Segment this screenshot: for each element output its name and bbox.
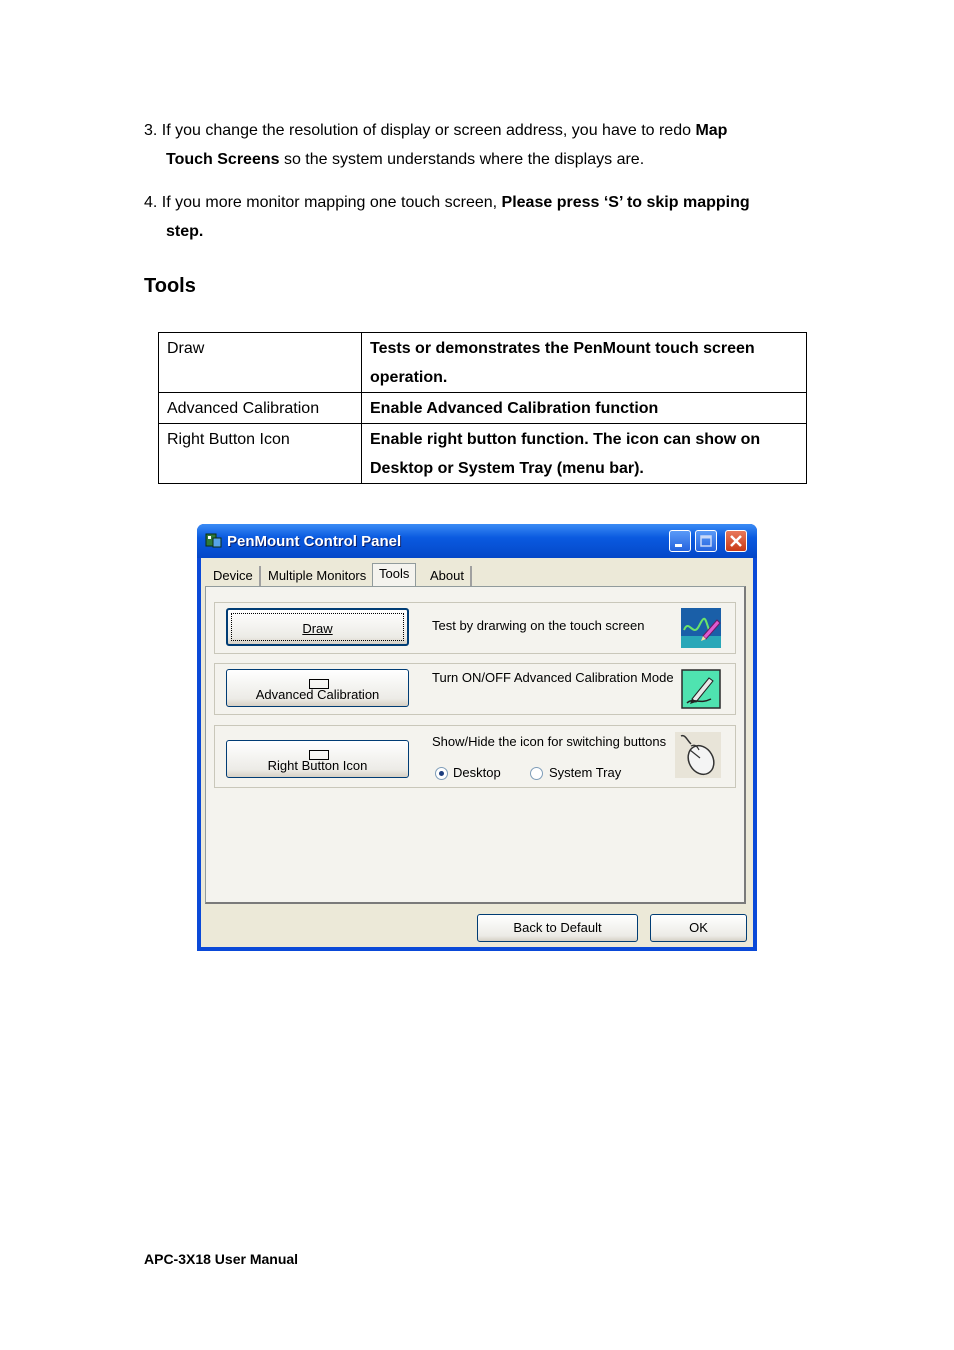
tools-table [158,332,807,484]
maximize-button[interactable] [695,530,717,552]
table-cell-desc: Tests or demonstrates the PenMount touch screen operation. [362,333,807,393]
tab-about[interactable]: About [424,566,472,586]
ok-button[interactable]: OK [650,914,747,942]
close-button[interactable] [725,530,747,552]
table-row [159,333,807,393]
tab-tools[interactable]: Tools [372,563,416,588]
draw-pen-icon [681,608,721,648]
penmount-app-icon [205,532,222,549]
table-row [159,424,807,484]
window-client [201,558,753,947]
minimize-icon [670,531,690,551]
minimize-button[interactable] [669,530,691,552]
right-button-group [214,725,736,788]
draw-button[interactable]: Draw [226,608,409,646]
tools-panel [205,586,746,904]
back-to-default-button[interactable]: Back to Default [477,914,638,942]
mouse-icon [675,732,721,778]
page-footer: APC-3X18 User Manual [144,1251,299,1267]
right-button-description: Show/Hide the icon for switching buttons [432,734,667,749]
calibration-group [214,663,736,715]
system-tray-radio[interactable] [530,767,543,780]
desktop-radio-label[interactable]: Desktop [453,765,501,780]
right-button-icon-button[interactable]: Right Button Icon [226,740,409,778]
draw-group [214,602,736,654]
table-cell-name: Advanced Calibration [159,393,362,424]
calibration-pen-icon [681,669,721,709]
table-cell-desc: Enable right button function. The icon can show on Desktop or System Tray (menu bar). [362,424,807,484]
system-tray-radio-label[interactable]: System Tray [549,765,622,780]
maximize-icon [696,531,716,551]
table-cell-desc: Enable Advanced Calibration function [362,393,807,424]
advanced-calibration-button[interactable]: Advanced Calibration [226,669,409,707]
table-row [159,393,807,424]
desktop-radio[interactable] [435,767,448,780]
draw-description: Test by drarwing on the touch screen [432,618,645,633]
paragraph-step-4: 4. If you more monitor mapping one touch screen, Please press ‘S’ to skip mapping step. [144,194,750,240]
tab-device[interactable]: Device [207,566,261,586]
title-bar[interactable] [197,524,757,558]
tab-multiple-monitors[interactable]: Multiple Monitors [262,566,374,586]
table-cell-name: Right Button Icon [159,424,362,484]
calibration-description: Turn ON/OFF Advanced Calibration Mode [432,670,674,685]
p4-text: 4. If you more monitor mapping one touch screen, Please press ‘S’ to skip mapping [144,194,750,211]
section-heading: Tools [144,275,196,297]
paragraph-step-3: 3. If you change the resolution of display or screen address, you have to redo Map Touch Screens so the system understands where the displays are. [144,122,728,168]
p3-text: 3. If you change the resolution of display or screen address, you have to redo Map [144,122,728,139]
close-icon [726,531,746,551]
table-cell-name: Draw [159,333,362,393]
penmount-window [197,524,757,951]
window-title: PenMount Control Panel [227,533,402,550]
